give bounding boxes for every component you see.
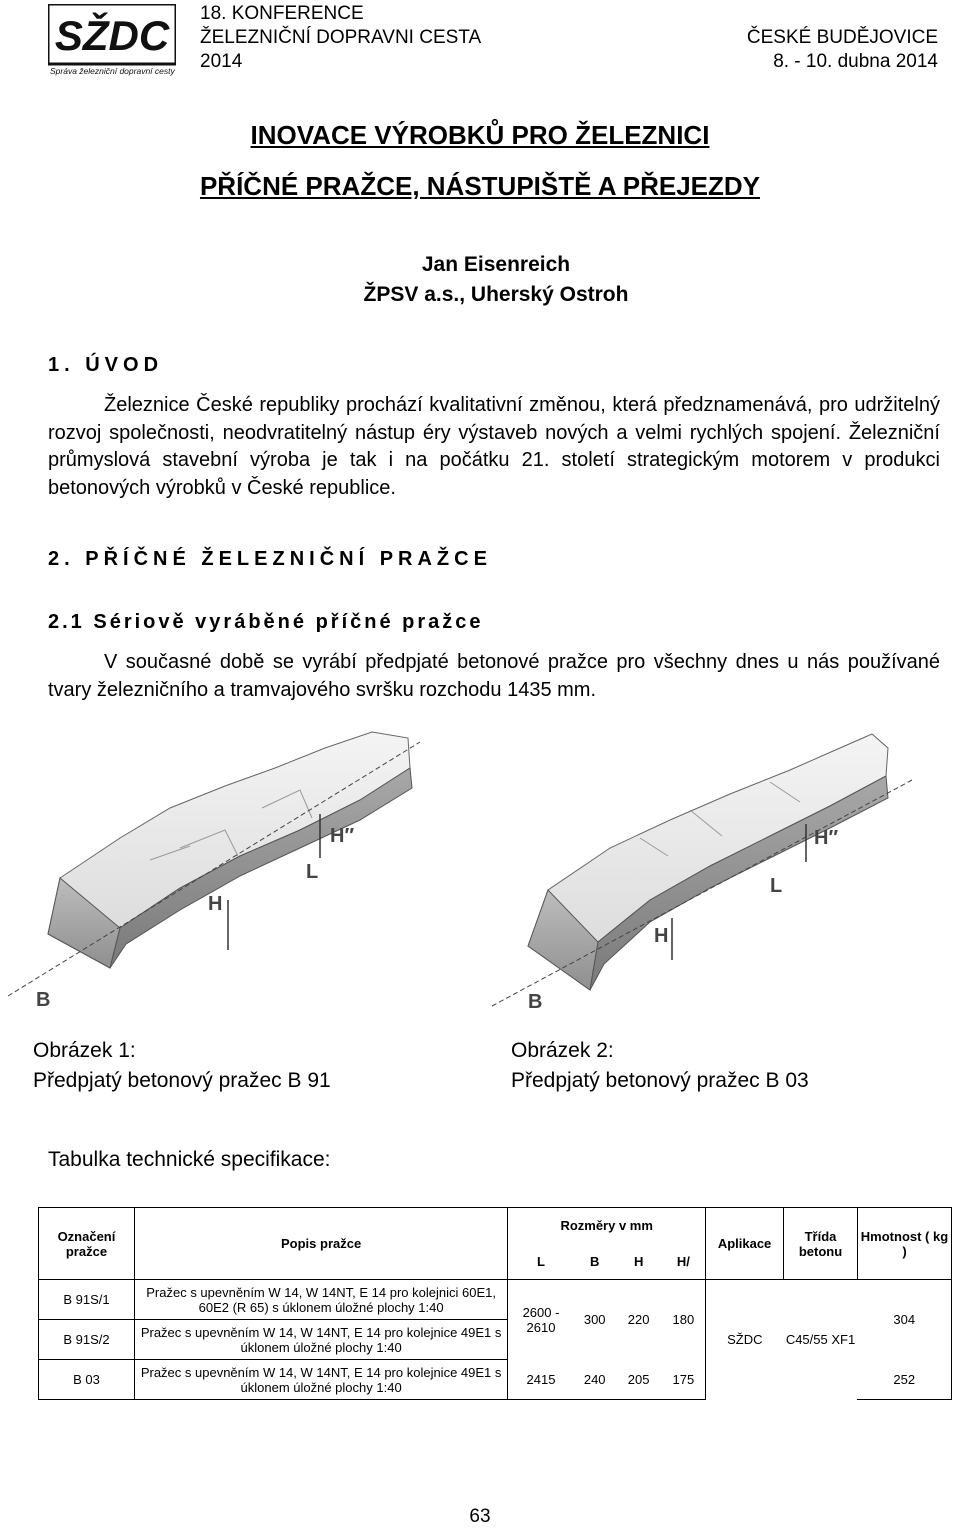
col-l: L [508,1244,574,1280]
row-2-oznaceni: B 91S/2 [39,1320,135,1360]
b91-hmotnost: 304 [857,1280,951,1360]
b91-b: 300 [583,1312,606,1328]
b91-h: 220 [627,1312,650,1328]
figure-2-sleeper-b03 [492,734,912,1013]
row-3-oznaceni: B 03 [39,1360,135,1400]
page-number: 63 [469,1506,491,1527]
row-3-h2: 175 [662,1360,706,1400]
figure-2-caption-text: Předpjatý betonový pražec B 03 [511,1069,809,1092]
logo-subtitle: Správa železniční dopravní cesty [50,66,175,76]
row-1-oznaceni: B 91S/1 [39,1280,135,1320]
b91-h2: 180 [672,1312,695,1328]
col-h: H [616,1244,662,1280]
col-aplikace: Aplikace [706,1208,784,1280]
shared-trida: C45/55 XF1 [785,1332,856,1348]
row-1-popis: Pražec s upevněním W 14, W 14NT, E 14 pro kolejnici 60E1, 60E2 (R 65) s úklonem úložné plochy 1:40 [134,1280,507,1320]
logo-text: SŽDC [54,12,170,59]
col-rozmery: Rozměry v mm [508,1208,706,1244]
specification-table [38,1207,952,1400]
row-3-b: 240 [574,1360,616,1400]
conference-block [200,2,481,74]
figure-1-caption [33,1036,331,1096]
event-year: 2014 [200,51,243,72]
section-1-heading: 1. ÚVOD [48,354,164,376]
paper-title-line2: PŘÍČNÉ PRAŽCE, NÁSTUPIŠTĚ A PŘEJEZDY [199,171,761,201]
figure-1-label-b: B [36,989,51,1011]
row-3-h: 205 [616,1360,662,1400]
row-3-l: 2415 [508,1360,574,1400]
author-affiliation: ŽPSV a.s., Uherský Ostroh [363,283,629,306]
event-city: ČESKÉ BUDĚJOVICE [746,27,938,48]
section-2-1-heading: 2.1 Sériově vyráběné příčné pražce [48,611,484,633]
figure-1-sleeper-b91 [8,732,420,1011]
section-2-1-text: V současné době se vyrábí předpjaté betonové pražce pro všechny dnes u nás používané tvary železničního a tramvajového svršku rozchodu 1435 mm. [48,651,940,701]
table-header-row [39,1208,952,1244]
paper-title-line1: INOVACE VÝROBKŮ PRO ŽELEZNICI [250,120,710,150]
figure-2-label-h2: H″ [814,827,839,849]
b91-l: 2600 - 2610 [508,1280,574,1360]
section-2-heading: 2. PŘÍČNÉ ŽELEZNIČNÍ PRAŽCE [48,548,492,570]
figure-1-label-h: H [208,893,223,915]
col-trida: Třída betonu [784,1208,858,1280]
author-name: Jan Eisenreich [421,253,571,276]
col-hmotnost: Hmotnost ( kg ) [857,1208,951,1280]
figure-2-label-h: H [654,925,669,947]
figure-1-label-l: L [306,861,319,883]
event-dates: 8. - 10. dubna 2014 [773,51,938,72]
event-name: ŽELEZNIČNÍ DOPRAVNI CESTA [200,27,482,48]
row-3-hmotnost: 252 [857,1360,951,1400]
col-h2: H/ [662,1244,706,1280]
figure-2-label-l: L [770,875,783,897]
section-1-text: Železnice České republiky prochází kvalitativní změnou, která předznamenává, pro udržitelný rozvoj společnosti, neodvratitelný nástup éry výstaveb nových a velmi rychlých spojení. Železniční průmyslová stavební výroba je tak i na počátku 21. století strategickým motorem v produkci betonových výrobků v České republice. [48,394,940,499]
col-oznaceni: Označení pražce [39,1208,135,1280]
table-caption: Tabulka technické specifikace: [48,1148,331,1171]
figure-2-caption-label: Obrázek 2: [511,1039,614,1062]
row-2-popis: Pražec s upevněním W 14, W 14NT, E 14 pro kolejnice 49E1 s úklonem úložné plochy 1:40 [134,1320,507,1360]
sleeper-figures [0,728,960,1018]
figure-2-caption [511,1036,809,1096]
figure-1-label-h2: H″ [330,825,355,847]
shared-aplikace: SŽDC [706,1280,784,1400]
figure-1-dimension-line [8,742,420,996]
col-popis: Popis pražce [134,1208,507,1280]
table-row [39,1280,952,1320]
figure-2-label-b: B [528,991,543,1013]
row-3-popis: Pražec s upevněním W 14, W 14NT, E 14 pro kolejnice 49E1 s úklonem úložné plochy 1:40 [134,1360,507,1400]
figure-1-caption-label: Obrázek 1: [33,1039,136,1062]
conference-name: 18. KONFERENCE [200,3,364,24]
col-b: B [574,1244,616,1280]
szdc-logo [48,4,176,76]
figure-1-caption-text: Předpjatý betonový pražec B 91 [33,1069,331,1092]
